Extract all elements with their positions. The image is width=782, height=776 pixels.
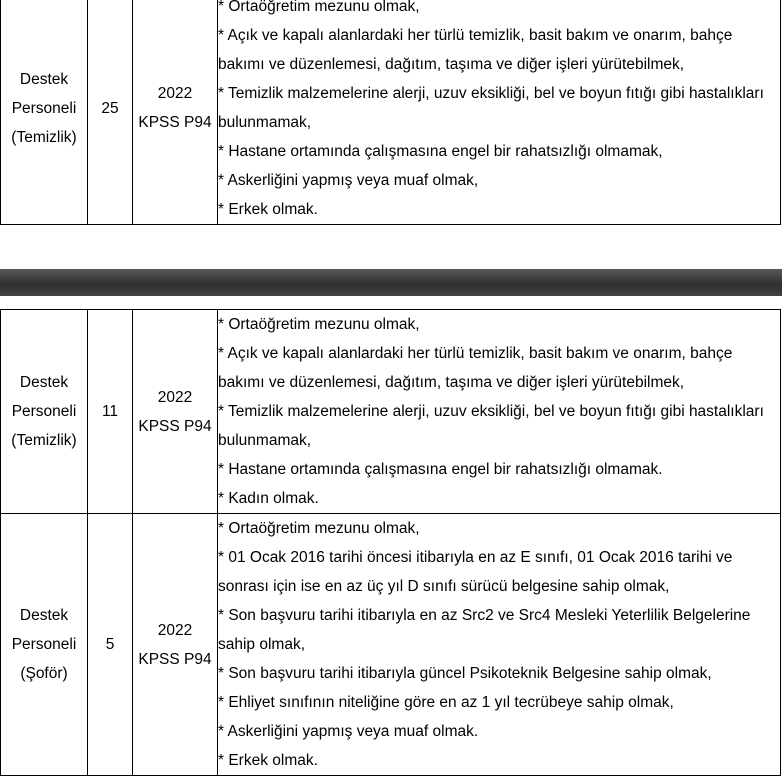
position-line: (Temizlik) (11, 128, 77, 146)
position-line: Destek (19, 374, 69, 391)
requirement-line: * Ortaöğretim mezunu olmak, (218, 0, 420, 15)
exam-line: KPSS P94 (138, 417, 212, 435)
table-row (1, 310, 781, 514)
requirement-line: * Ortaöğretim mezunu olmak, (218, 316, 420, 333)
requirement-line: * Temizlik malzemelerine alerji, uzuv eksikliği, bel ve boyun fıtığı gibi hastalıkları (218, 85, 764, 102)
requirement-line: * 01 Ocak 2016 tarihi öncesi itibarıyla en az E sınıfı, 01 Ocak 2016 tarihi ve (218, 549, 733, 566)
requirement-line: sahip olmak, (218, 636, 306, 653)
table-row (1, 514, 781, 776)
requirement-line: * Hastane ortamında çalışmasına engel bir rahatsızlığı olmamak, (218, 143, 663, 160)
position-line: Personeli (11, 636, 77, 653)
exam-line: 2022 (157, 85, 193, 102)
requirement-line: * Ehliyet sınıfının niteliğine göre en az 1 yıl tecrübeye sahip olmak, (218, 694, 674, 711)
requirements-table-bottom (0, 309, 781, 776)
requirement-line: * Son başvuru tarihi itibarıyla güncel Psikoteknik Belgesine sahip olmak, (218, 665, 712, 682)
exam-line: KPSS P94 (138, 114, 212, 131)
requirement-line: bakımı ve düzenlemesi, dağıtım, taşıma ve diğer işleri yürütebilmek, (218, 56, 685, 73)
requirement-line: * Açık ve kapalı alanlardaki her türlü temizlik, basit bakım ve onarım, bahçe (218, 27, 733, 44)
exam-line: KPSS P94 (138, 650, 212, 668)
exam-cell (133, 514, 218, 776)
count-cell: 5 (88, 514, 133, 776)
count-cell: 25 (88, 0, 133, 225)
exam-line: 2022 (157, 388, 193, 406)
position-line: (Temizlik) (11, 432, 77, 449)
requirements-cell (218, 514, 781, 776)
position-cell (1, 514, 88, 776)
section-separator-band (0, 269, 782, 296)
requirement-line: * Erkek olmak. (218, 201, 318, 218)
exam-line: 2022 (157, 621, 193, 639)
requirement-line: bakımı ve düzenlemesi, dağıtım, taşıma ve diğer işleri yürütebilmek, (218, 374, 685, 391)
requirements-cell (218, 0, 781, 225)
requirement-line: * Ortaöğretim mezunu olmak, (218, 520, 420, 537)
requirement-line: sonrası için ise en az üç yıl D sınıfı sürücü belgesine sahip olmak, (218, 578, 670, 595)
position-line: Destek (19, 607, 69, 624)
position-cell (1, 0, 88, 225)
requirement-line: bulunmamak, (218, 114, 312, 131)
position-line: Personeli (11, 99, 77, 117)
requirement-line: * Açık ve kapalı alanlardaki her türlü temizlik, basit bakım ve onarım, bahçe (218, 345, 733, 362)
position-line: Destek (19, 70, 69, 88)
count-cell: 11 (88, 310, 133, 514)
requirement-line: * Askerliğini yapmış veya muaf olmak, (218, 172, 479, 189)
requirement-line: * Hastane ortamında çalışmasına engel bir rahatsızlığı olmamak. (218, 461, 663, 478)
requirement-line: * Son başvuru tarihi itibarıyla en az Src2 ve Src4 Mesleki Yeterlilik Belgelerine (218, 607, 751, 624)
requirements-table-top (0, 0, 781, 225)
requirement-line: * Temizlik malzemelerine alerji, uzuv eksikliği, bel ve boyun fıtığı gibi hastalıkları (218, 403, 764, 420)
requirement-line: * Askerliğini yapmış veya muaf olmak. (218, 723, 479, 740)
position-line: Personeli (11, 403, 77, 420)
requirement-line: bulunmamak, (218, 432, 312, 449)
requirement-line: * Erkek olmak. (218, 752, 318, 769)
requirements-cell (218, 310, 781, 514)
position-cell (1, 310, 88, 514)
exam-cell (133, 310, 218, 514)
table-row (1, 0, 781, 225)
exam-cell (133, 0, 218, 225)
requirement-line: * Kadın olmak. (218, 490, 319, 507)
position-line: (Şoför) (20, 665, 68, 682)
